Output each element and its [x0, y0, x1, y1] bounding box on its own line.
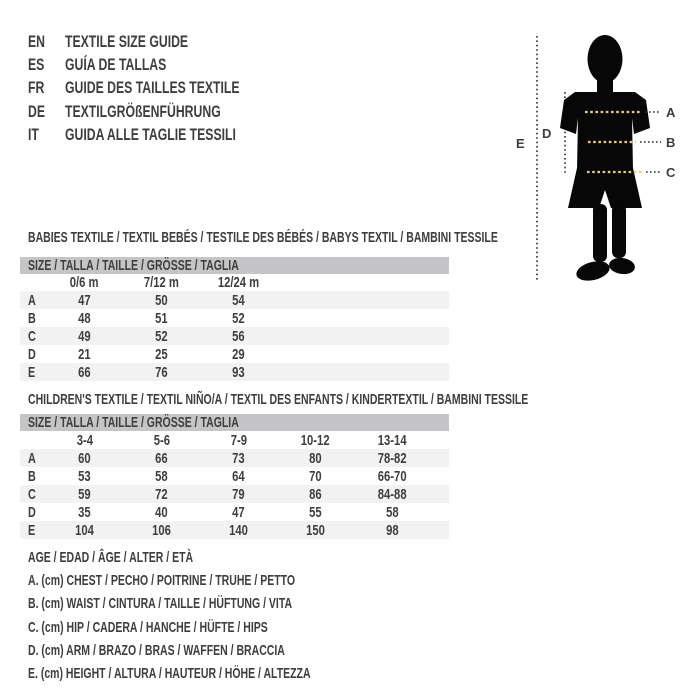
- table-row: [20, 309, 449, 327]
- table-cell: 66: [78, 363, 91, 381]
- column-header: 0/6 m: [70, 273, 99, 291]
- table-row: [20, 449, 449, 467]
- table-cell: 35: [78, 503, 91, 521]
- silhouette-shorts: [568, 168, 642, 208]
- children-size-header-bar: [20, 414, 449, 431]
- children-section-title-text: CHILDREN'S TEXTILE / TEXTIL NIÑO/A / TEXTIL DES ENFANTS / KINDERTEXTIL / BAMBINI TESSILE: [28, 391, 529, 408]
- measurement-legend: [28, 546, 432, 685]
- table-cell: 84-88: [378, 485, 407, 503]
- legend-line-height: E. (cm) HEIGHT / ALTURA / HAUTEUR / HÖHE / ALTEZZA: [28, 665, 311, 683]
- legend-line-waist: B. (cm) WAIST / CINTURA / TAILLE / HÜFTUNG / VITA: [28, 595, 293, 613]
- language-label: TEXTILGRÖßENFÜHRUNG: [65, 101, 221, 121]
- table-cell: 52: [232, 309, 245, 327]
- children-size-header-text: SIZE / TALLA / TAILLE / GRÖSSE / TAGLIA: [28, 414, 239, 431]
- measure-label-c: C: [666, 165, 676, 180]
- table-row: [20, 521, 449, 539]
- language-label: TEXTILE SIZE GUIDE: [65, 32, 189, 51]
- table-cell: 48: [78, 309, 91, 327]
- language-code: IT: [28, 124, 39, 144]
- measure-label-a: A: [666, 105, 676, 120]
- table-cell: 150: [306, 521, 325, 539]
- language-code: DE: [28, 101, 46, 121]
- list-item: [28, 123, 307, 146]
- babies-size-table: [20, 273, 449, 381]
- table-cell: 60: [78, 449, 91, 467]
- table-cell: 64: [232, 467, 245, 485]
- table-cell: 59: [78, 485, 91, 503]
- table-cell: 66-70: [378, 467, 407, 485]
- babies-size-header-bar: [20, 257, 449, 274]
- table-cell: 40: [155, 503, 168, 521]
- legend-line-age: AGE / EDAD / ÂGE / ALTER / ETÀ: [28, 549, 194, 566]
- table-cell: 25: [155, 345, 168, 363]
- table-cell: 49: [78, 327, 91, 345]
- table-row: [20, 291, 449, 309]
- table-cell: 51: [155, 309, 168, 327]
- table-cell: 72: [155, 485, 168, 503]
- table-cell: 58: [386, 503, 399, 521]
- list-item: [28, 100, 307, 123]
- column-header: 12/24 m: [217, 273, 260, 291]
- table-row: [20, 467, 449, 485]
- table-cell: 79: [232, 485, 245, 503]
- babies-section-title: [28, 230, 699, 246]
- table-cell: 104: [75, 521, 94, 539]
- column-header: 7/12 m: [143, 273, 180, 291]
- measure-label-b: B: [666, 135, 676, 150]
- table-cell: 53: [78, 467, 91, 485]
- table-cell: 47: [232, 503, 245, 521]
- silhouette-left-shoe: [574, 258, 611, 284]
- language-code: EN: [28, 32, 46, 51]
- babies-section-title-text: BABIES TEXTILE / TEXTIL BEBÉS / TESTILE DES BÉBÉS / BABYS TEXTIL / BAMBINI TESSILE: [28, 229, 498, 246]
- silhouette-right-shoe: [608, 256, 636, 275]
- table-row: [20, 503, 449, 521]
- row-label: D: [28, 503, 36, 521]
- table-row: [20, 345, 449, 363]
- column-header: 13-14: [378, 431, 407, 449]
- table-cell: 54: [232, 291, 245, 309]
- row-label: B: [28, 309, 36, 327]
- legend-line-chest: A. (cm) CHEST / PECHO / POITRINE / TRUHE / PETTO: [28, 572, 296, 590]
- list-item: [28, 30, 307, 53]
- measure-label-d: D: [542, 126, 552, 141]
- table-header-row: [20, 273, 449, 291]
- list-item: [28, 76, 307, 99]
- table-header-row: [20, 431, 449, 449]
- children-size-table: [20, 431, 449, 539]
- table-row: [20, 327, 449, 345]
- table-cell: 66: [155, 449, 168, 467]
- table-cell: 55: [309, 503, 322, 521]
- measurement-diagram: [505, 28, 690, 290]
- child-silhouette: [560, 35, 650, 284]
- table-cell: 80: [309, 449, 322, 467]
- babies-size-header-text: SIZE / TALLA / TAILLE / GRÖSSE / TAGLIA: [28, 257, 239, 274]
- legend-line-arm: D. (cm) ARM / BRAZO / BRAS / WAFFEN / BRACCIA: [28, 641, 285, 659]
- children-section-title: [28, 392, 700, 408]
- table-cell: 52: [155, 327, 168, 345]
- language-code: ES: [28, 55, 45, 75]
- silhouette-tshirt: [560, 92, 650, 170]
- table-cell: 106: [152, 521, 171, 539]
- table-cell: 76: [155, 363, 168, 381]
- row-label: B: [28, 467, 36, 485]
- row-label: A: [28, 291, 36, 309]
- table-cell: 140: [229, 521, 248, 539]
- language-label: GUIDA ALLE TAGLIE TESSILI: [65, 124, 236, 144]
- language-code: FR: [28, 78, 45, 98]
- legend-line-hip: C. (cm) HIP / CADERA / HANCHE / HÜFTE / HIPS: [28, 618, 268, 636]
- language-label: GUIDE DES TAILLES TEXTILE: [65, 78, 240, 98]
- table-row: [20, 485, 449, 503]
- table-cell: 50: [155, 291, 168, 309]
- row-label: A: [28, 449, 36, 467]
- row-label: E: [28, 521, 36, 539]
- table-cell: 21: [78, 345, 91, 363]
- table-cell: 93: [232, 363, 245, 381]
- measure-label-e: E: [516, 136, 525, 151]
- row-label: C: [28, 485, 36, 503]
- row-label: D: [28, 345, 36, 363]
- table-cell: 29: [232, 345, 245, 363]
- table-cell: 98: [386, 521, 399, 539]
- column-header: 5-6: [153, 431, 170, 449]
- table-cell: 47: [78, 291, 91, 309]
- table-cell: 56: [232, 327, 245, 345]
- table-cell: 73: [232, 449, 245, 467]
- table-cell: 70: [309, 467, 322, 485]
- column-header: 7-9: [230, 431, 247, 449]
- language-title-list: [28, 30, 307, 146]
- language-label: GUÍA DE TALLAS: [65, 55, 167, 75]
- row-label: C: [28, 327, 36, 345]
- table-cell: 58: [155, 467, 168, 485]
- table-cell: 78-82: [378, 449, 407, 467]
- column-header: 10-12: [301, 431, 330, 449]
- list-item: [28, 53, 307, 76]
- column-header: 3-4: [76, 431, 93, 449]
- row-label: E: [28, 363, 36, 381]
- silhouette-neck: [597, 72, 613, 94]
- table-cell: 86: [309, 485, 322, 503]
- table-row: [20, 363, 449, 381]
